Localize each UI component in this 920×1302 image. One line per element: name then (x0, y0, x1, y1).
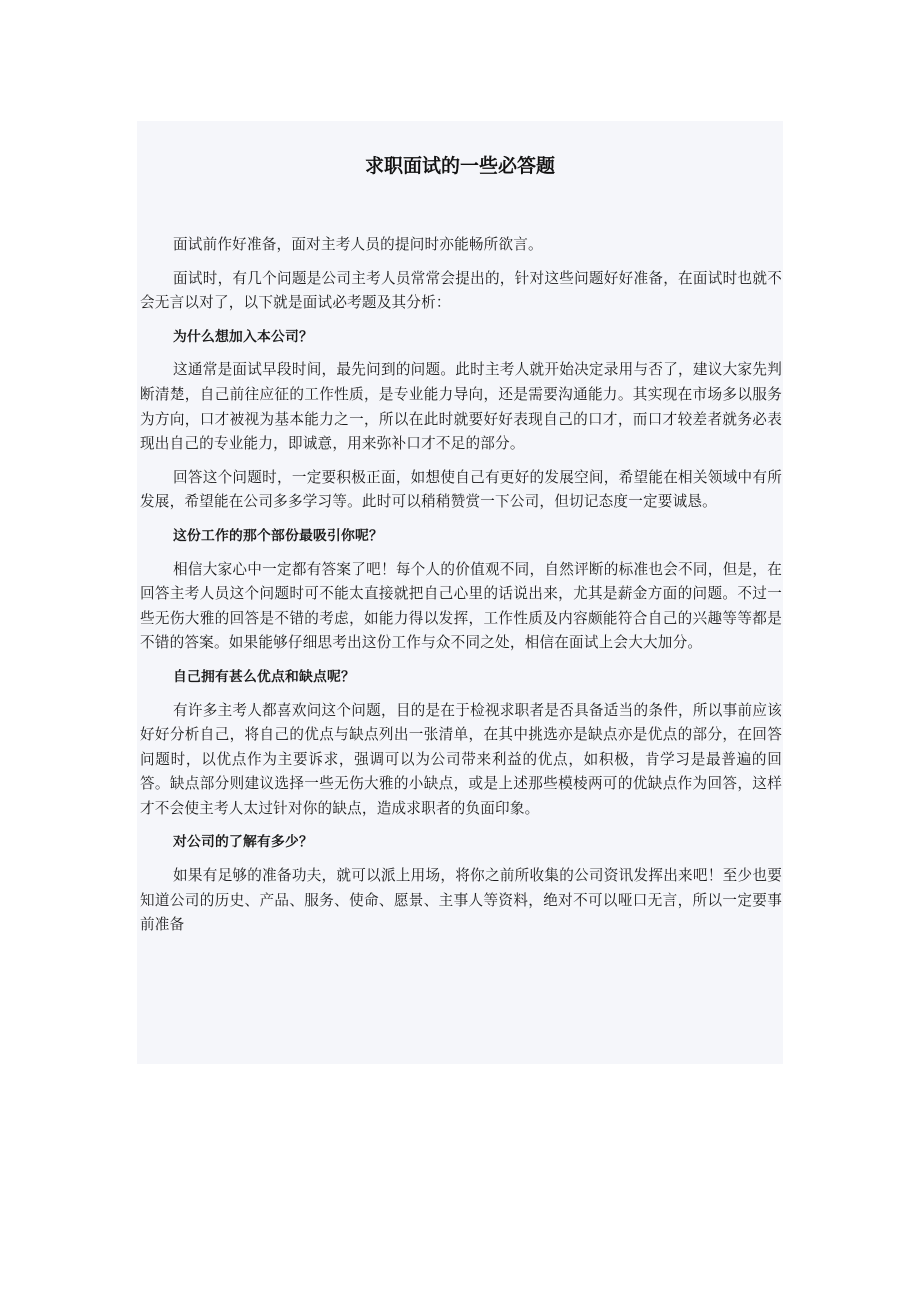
answer-paragraph: 这通常是面试早段时间，最先问到的问题。此时主考人就开始决定录用与否了，建议大家先判断清楚，自己前往应征的工作性质，是专业能力导向，还是需要沟通能力。其实现在市场多以服务为方向，口才被视为基本能力之一，所以在此时就要好好表现自己的口才，而口才较差者就务必表现出自己的专业能力，即诚意，用来弥补口才不足的部分。 (140, 361, 782, 453)
question-heading: 为什么想加入本公司？ (173, 328, 313, 345)
question-heading: 对公司的了解有多少？ (173, 834, 313, 851)
answer-paragraph: 如果有足够的准备功夫，就可以派上用场，将你之前所收集的公司资讯发挥出来吧！至少也要知道公司的历史、产品、服务、使命、愿景、主事人等资料，绝对不可以哑口无言，所以一定要事前准备 (140, 867, 782, 934)
question-heading: 自己拥有甚么优点和缺点呢？ (173, 668, 355, 685)
answer-paragraph: 相信大家心中一定都有答案了吧！每个人的价值观不同，自然评断的标准也会不同，但是，在回答主考人员这个问题时可不能太直接就把自己心里的话说出来，尤其是薪金方面的问题。不过一些无伤大雅的回答是不错的考虑，如能力得以发挥，工作性质及内容颇能符合自己的兴趣等等都是不错的答案。如果能够仔细思考出这份工作与众不同之处，相信在面试上会大大加分。 (140, 560, 782, 652)
page-title: 求职面试的一些必答题 (364, 155, 555, 177)
document-body (140, 233, 782, 947)
answer-paragraph: 有许多主考人都喜欢问这个问题，目的是在于检视求职者是否具备适当的条件，所以事前应该好好分析自己，将自己的优点与缺点列出一张清单，在其中挑选亦是缺点亦是优点的部分，在回答问题时，以优点作为主要诉求，强调可以为公司带来利益的优点，如积极，肯学习是最普遍的回答。缺点部分则建议选择一些无伤大雅的小缺点，或是上述那些模棱两可的优缺点作为回答，这样才不会使主考人太过针对你的缺点，造成求职者的负面印象。 (140, 701, 782, 817)
answer-paragraph: 回答这个问题时，一定要积极正面，如想使自己有更好的发展空间，希望能在相关领域中有所发展，希望能在公司多多学习等。此时可以稍稍赞赏一下公司，但切记态度一定要诚恳。 (140, 468, 782, 511)
question-heading: 这份工作的那个部份最吸引你呢？ (173, 527, 383, 544)
intro-paragraph: 面试前作好准备，面对主考人员的提问时亦能畅所欲言。 (173, 236, 543, 253)
intro-paragraph: 面试时，有几个问题是公司主考人员常常会提出的，针对这些问题好好准备，在面试时也就不会无言以对了，以下就是面试必考题及其分析： (140, 269, 782, 312)
